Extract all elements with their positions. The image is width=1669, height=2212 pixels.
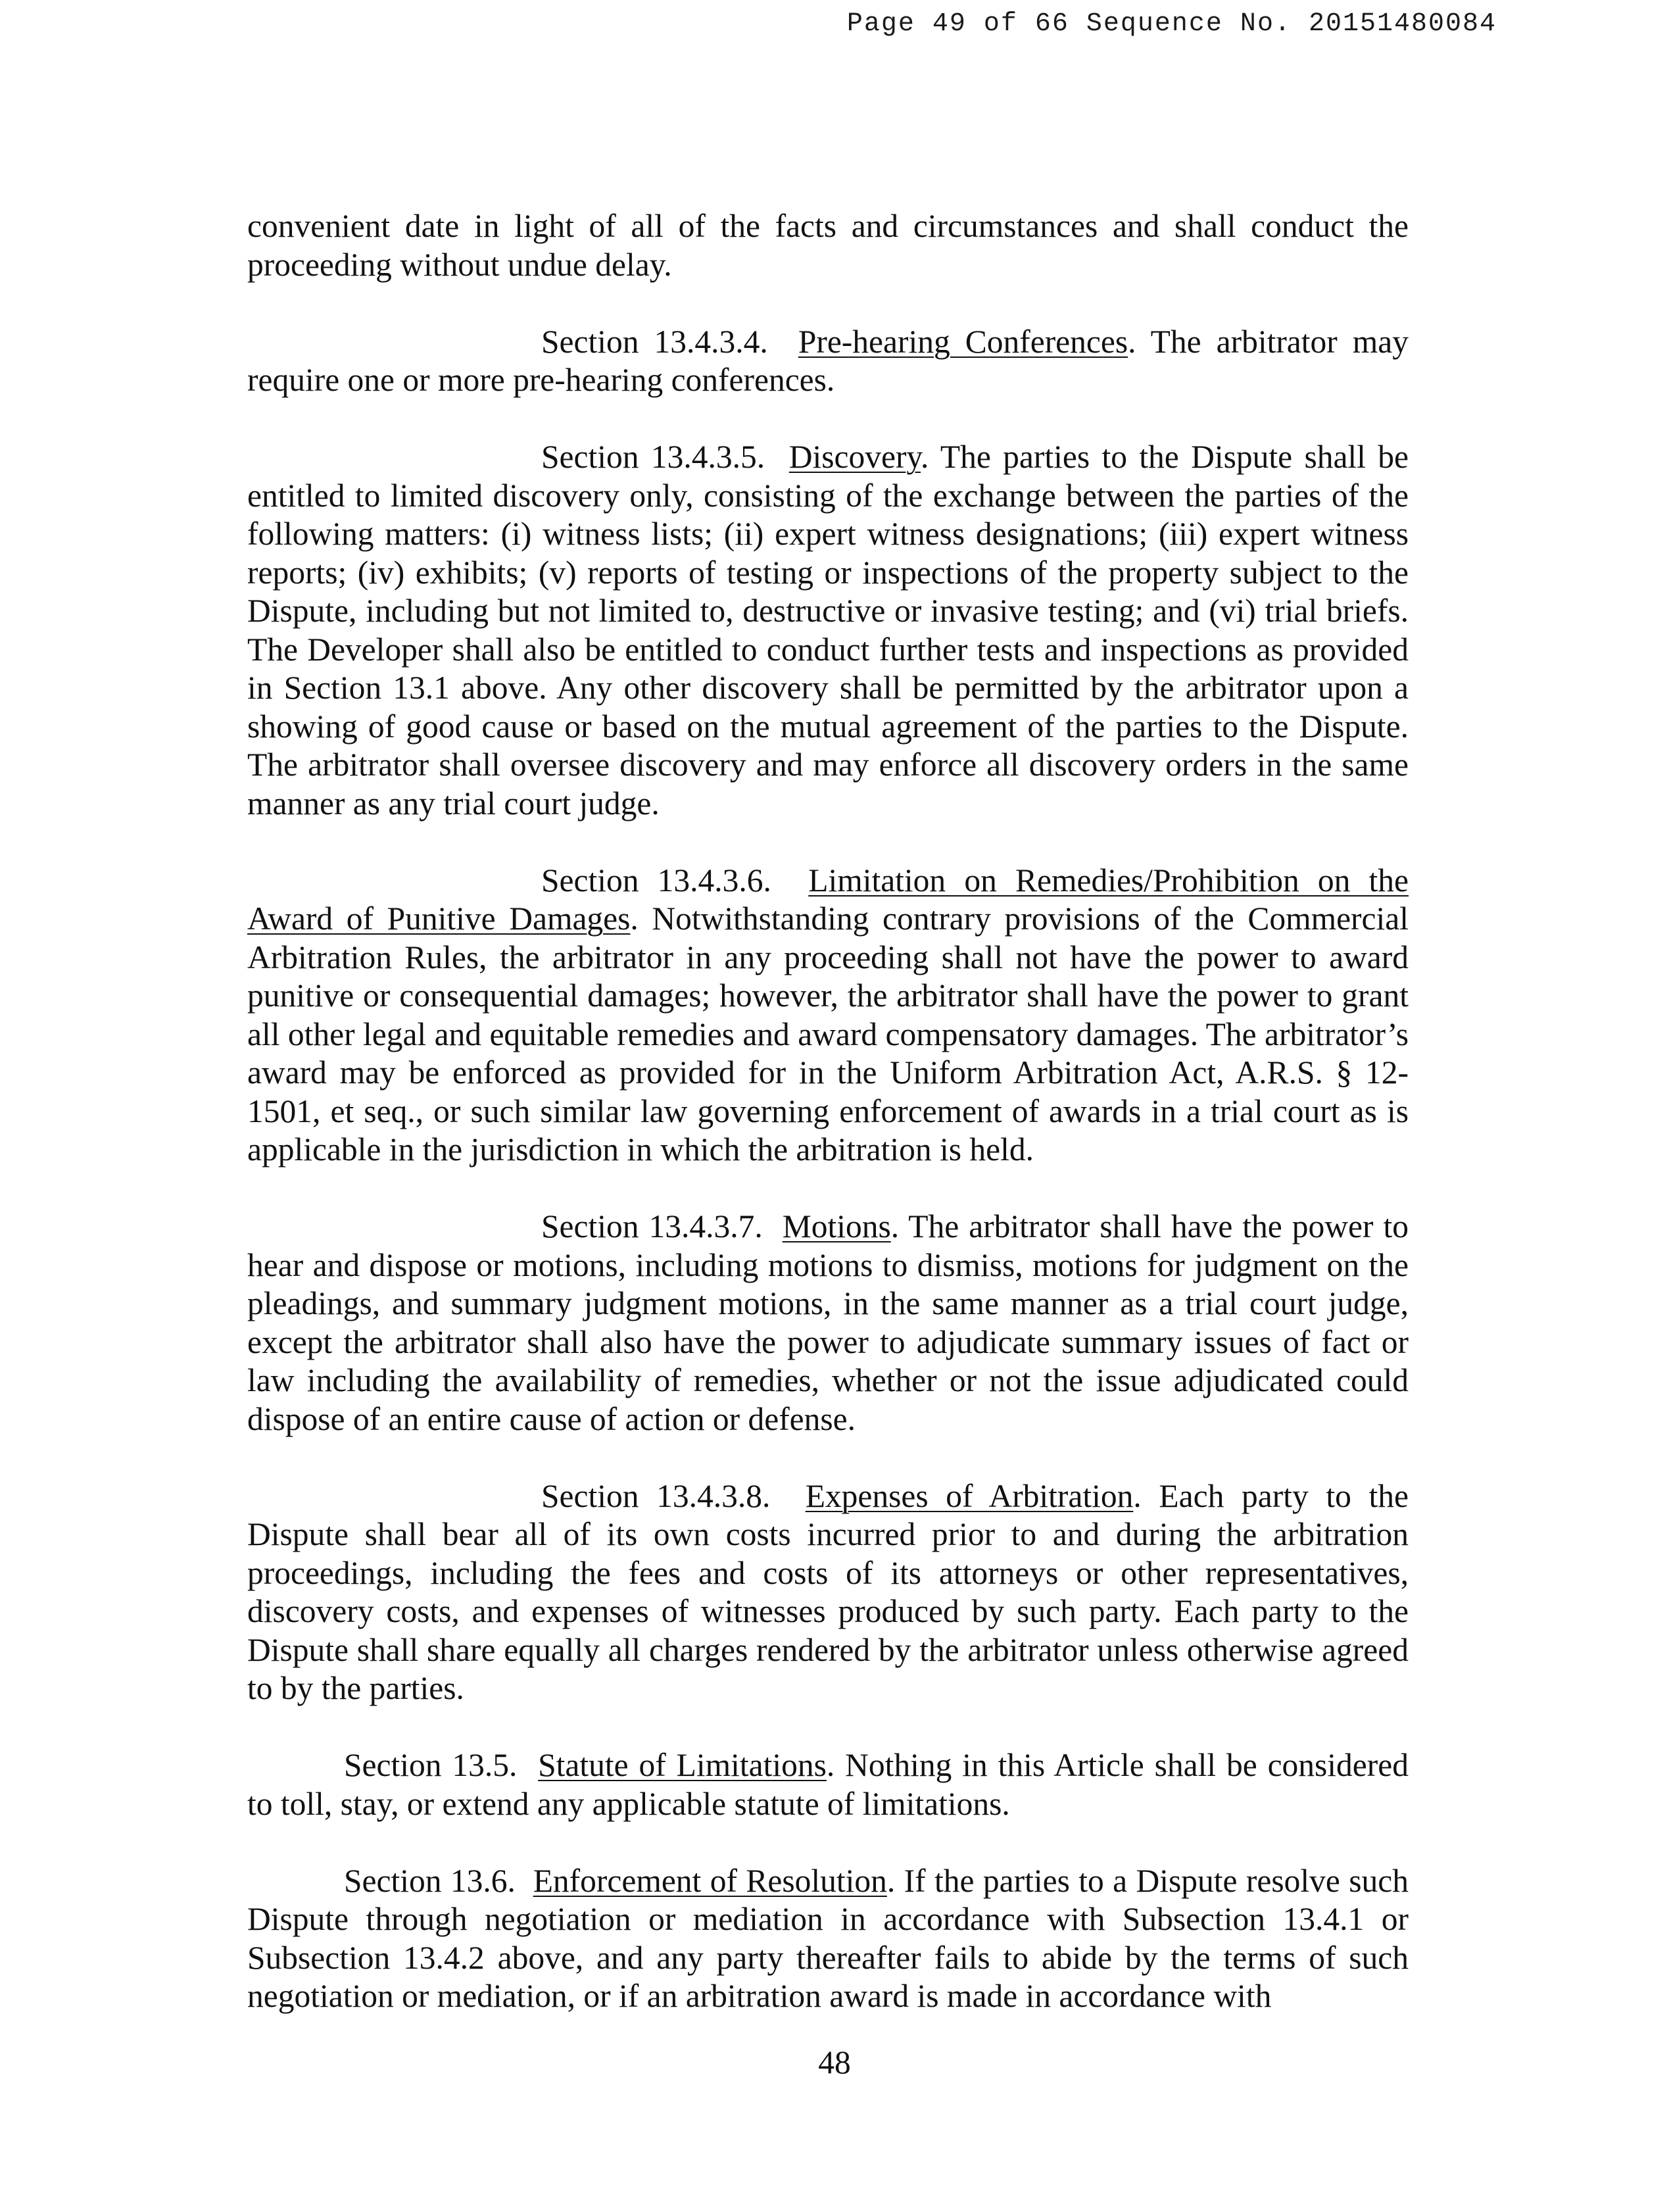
section-number: Section 13.4.3.7. (541, 1208, 783, 1244)
section-number: Section 13.6. (344, 1862, 533, 1899)
section-title: Statute of Limitations (538, 1747, 827, 1783)
section-13-4-3-8 (247, 1477, 1409, 1708)
section-number: Section 13.4.3.5. (541, 439, 789, 475)
section-text: . Nothing in this Article shall be considered to toll, stay, or extend any applicable statute of limitations. (247, 1747, 1409, 1822)
section-number: Section 13.4.3.8. (541, 1477, 806, 1514)
section-number: Section 13.5. (344, 1747, 539, 1783)
section-13-4-3-7 (247, 1208, 1409, 1438)
section-text: . The parties to the Dispute shall be entitled to limited discovery only, consisting of the exchange between the parties of the following matters: (i) witness lists; (ii) expert witness designations; (iii) expert witness reports; (iv) exhibits; (v) reports of testing or inspections of the property subject to the Dispute, including but not limited to, destructive or invasive testing; and (vi) trial briefs. The Developer shall also be entitled to conduct further tests and inspections as provided in Section 13.1 above. Any other discovery shall be permitted by the arbitrator upon a showing of good cause or based on the mutual agreement of the parties to the Dispute. The arbitrator shall oversee discovery and may enforce all discovery orders in the same manner as any trial court judge. (247, 439, 1409, 822)
document-body (247, 207, 1409, 2054)
paragraph-continuation (247, 207, 1409, 284)
section-title: Discovery (788, 439, 921, 475)
section-13-4-3-6 (247, 862, 1409, 1169)
section-title: Pre-hearing Conferences (798, 323, 1128, 360)
section-title: Enforcement of Resolution (533, 1862, 887, 1899)
section-title: Expenses of Arbitration (805, 1477, 1134, 1514)
section-13-4-3-5 (247, 438, 1409, 823)
section-number: Section 13.4.3.6. (541, 862, 809, 898)
section-text: . Each party to the Dispute shall bear all of its own costs incurred prior to and during the arbitration proceedings, including the fees and costs of its attorneys or other representatives, discovery costs, and expenses of witnesses produced by such party. Each party to the Dispute shall share equally all charges rendered by the arbitrator unless otherwise agreed to by the parties. (247, 1477, 1409, 1706)
section-text: . Notwithstanding contrary provisions of the Commercial Arbitration Rules, the arbitrator in any proceeding shall not have the power to award punitive or consequential damages; however, the arbitrator shall have the power to grant all other legal and equitable remedies and award compensatory damages. The arbitrator’s award may be enforced as provided for in the Uniform Arbitration Act, A.R.S. § 12-1501, et seq., or such similar law governing enforcement of awards in a trial court as is applicable in the jurisdiction in which the arbitration is held. (247, 900, 1409, 1167)
section-title: Limitation on Remedies/Prohibition on the Award of Punitive Damages (247, 862, 1409, 937)
section-text: . The arbitrator shall have the power to hear and dispose or motions, including motions to dismiss, motions for judgment on the pleadings, and summary judgment motions, in the same manner as a trial court judge, except the arbitrator shall also have the power to adjudicate summary issues of fact or law including the availability of remedies, whether or not the issue adjudicated could dispose of an entire cause of action or defense. (247, 1208, 1409, 1437)
section-text: . If the parties to a Dispute resolve such Dispute through negotiation or mediation in accordance with Subsection 13.4.1 or Subsection 13.4.2 above, and any party thereafter fails to abide by the terms of such negotiation or mediation, or if an arbitration award is made in accordance with (247, 1862, 1409, 2014)
section-13-4-3-4 (247, 323, 1409, 400)
page-sequence-header: Page 49 of 66 Sequence No. 20151480084 (846, 9, 1497, 39)
section-number: Section 13.4.3.4. (541, 323, 798, 360)
page-number: 48 (818, 2044, 851, 2080)
section-text: . The arbitrator may require one or more pre-hearing conferences. (247, 323, 1409, 398)
paragraph-text: convenient date in light of all of the facts and circumstances and shall conduct the proceeding without undue delay. (247, 208, 1409, 283)
section-13-6 (247, 1862, 1409, 2016)
section-title: Motions (782, 1208, 891, 1244)
section-13-5 (247, 1746, 1409, 1823)
